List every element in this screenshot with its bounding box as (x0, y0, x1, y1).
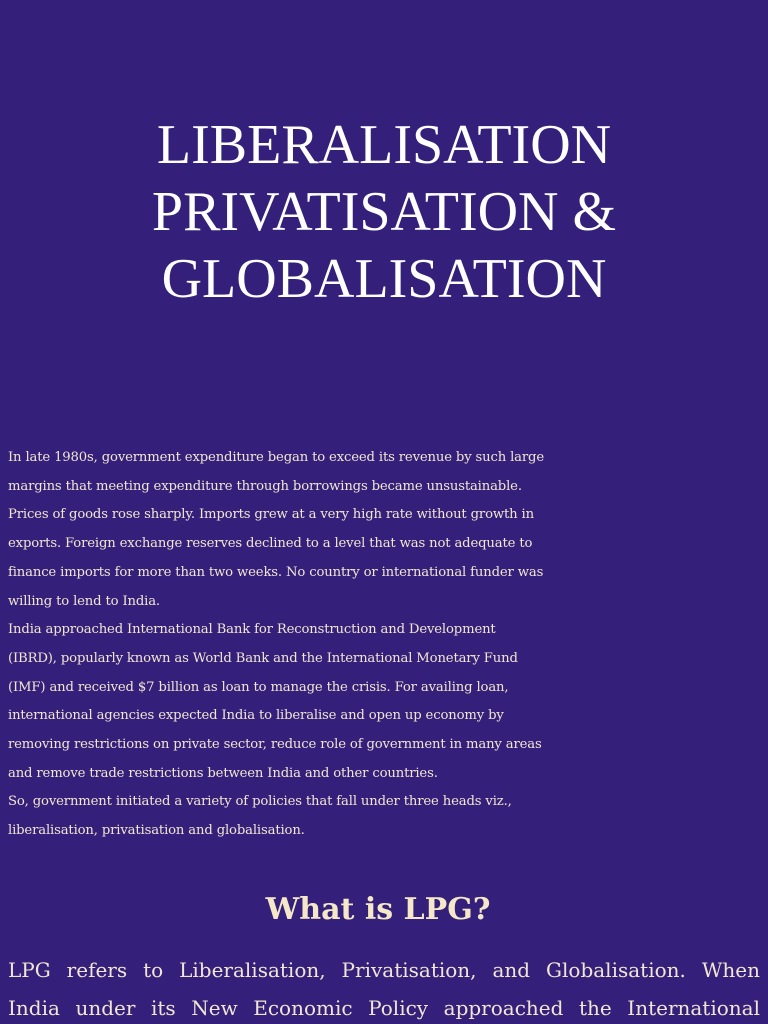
intro-line: exports. Foreign exchange reserves declined to a level that was not adequate to (8, 536, 533, 552)
intro-line: So, government initiated a variety of policies that fall under three heads viz., (8, 794, 512, 810)
intro-line: international agencies expected India to liberalise and open up economy by (8, 708, 504, 724)
lpg-paragraph (8, 951, 760, 1024)
intro-line: margins that meeting expenditure through borrowings became unsustainable. (8, 478, 522, 494)
lpg-line: India under its New Economic Policy approached the International (8, 996, 760, 1020)
intro-line: finance imports for more than two weeks. No country or international funder was (8, 564, 544, 580)
intro-line: willing to lend to India. (8, 593, 160, 609)
intro-line: India approached International Bank for Reconstruction and Development (8, 622, 496, 638)
intro-line: and remove trade restrictions between India and other countries. (8, 765, 438, 781)
intro-line: In late 1980s, government expenditure began to exceed its revenue by such large (8, 450, 544, 465)
page-title (0, 112, 768, 313)
lpg-line: LPG refers to Liberalisation, Privatisation, and Globalisation. When (8, 958, 760, 982)
title-line-2: PRIVATISATION & (151, 181, 617, 243)
title-line-1: LIBERALISATION (156, 114, 612, 176)
intro-line: (IBRD), popularly known as World Bank and the International Monetary Fund (8, 650, 518, 666)
intro-paragraphs (8, 444, 763, 846)
intro-line: liberalisation, privatisation and globalisation. (8, 823, 305, 839)
intro-line: Prices of goods rose sharply. Imports grew at a very high rate without growth in (8, 507, 534, 523)
section-heading-lpg: What is LPG? (265, 892, 491, 927)
intro-line: removing restrictions on private sector, reduce role of government in many areas (8, 737, 542, 753)
intro-line: (IMF) and received $7 billion as loan to manage the crisis. For availing loan, (8, 679, 509, 695)
title-line-3: GLOBALISATION (161, 248, 607, 310)
